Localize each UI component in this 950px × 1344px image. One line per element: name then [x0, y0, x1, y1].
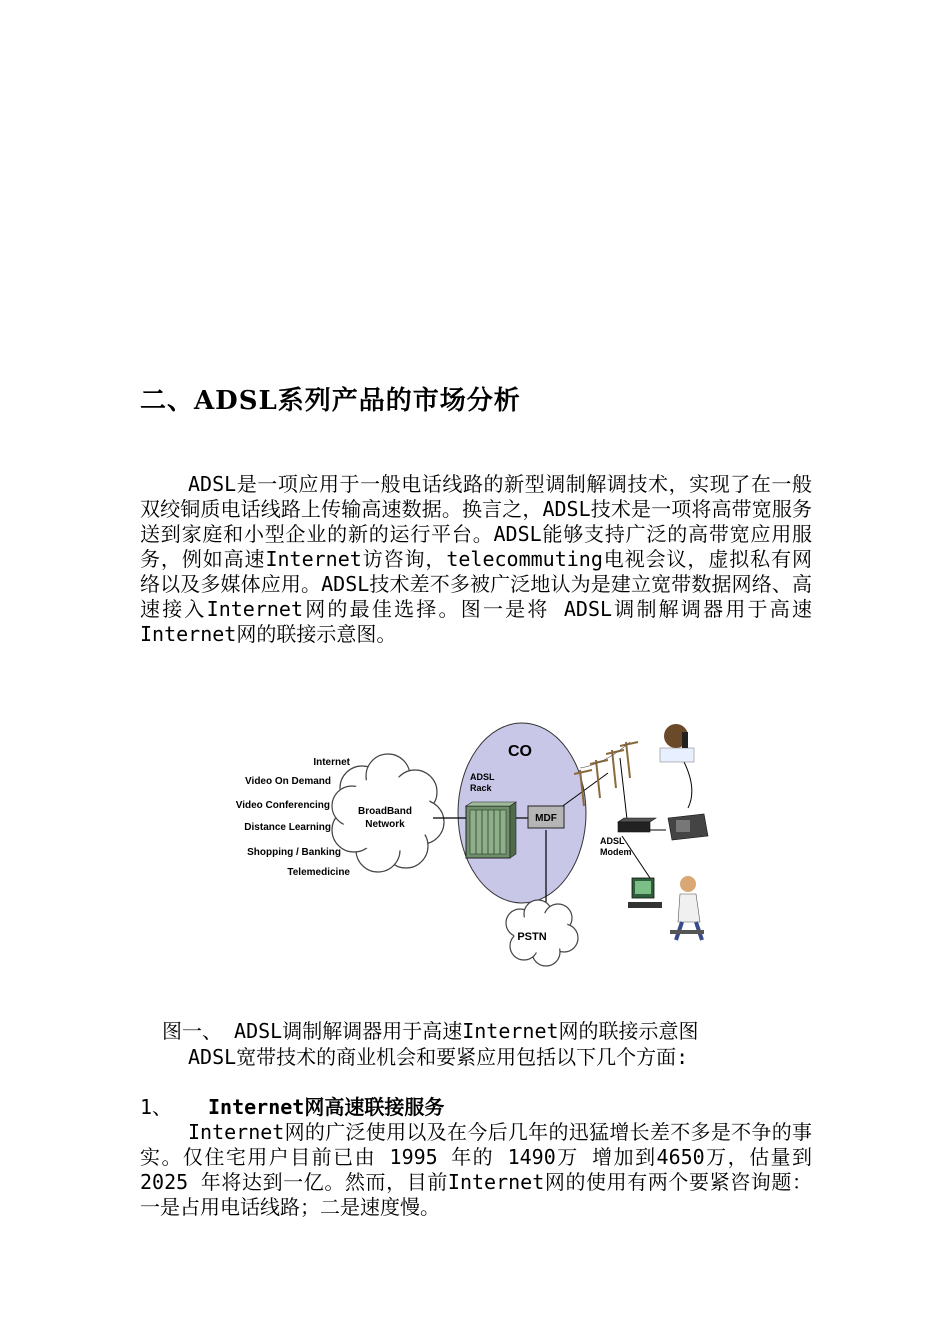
- cloud-label: Network: [365, 819, 405, 830]
- service-label: Video Conferencing: [235, 800, 330, 811]
- co-label: CO: [508, 743, 532, 760]
- rack-label: Rack: [470, 783, 492, 793]
- cloud-label: BroadBand: [358, 806, 412, 817]
- pstn-label: PSTN: [517, 931, 547, 943]
- service-label: Video On Demand: [245, 776, 331, 787]
- list-item-number: 1、: [140, 1095, 173, 1119]
- modem-label: ADSL: [600, 836, 625, 846]
- applications-intro: ADSL宽带技术的商业机会和要紧应用包括以下几个方面:: [188, 1045, 689, 1069]
- list-item-title: Internet网高速联接服务: [208, 1095, 445, 1119]
- rack-label: ADSL: [470, 772, 495, 782]
- service-label: Internet: [313, 757, 350, 768]
- figure-caption: 图一、 ADSL调制解调器用于高速Internet网的联接示意图: [162, 1019, 699, 1043]
- adsl-rack-icon: [466, 802, 516, 858]
- modem-label: Modem: [600, 847, 632, 857]
- person-at-computer-icon: [628, 876, 704, 940]
- section-heading: 二、ADSL系列产品的市场分析: [140, 386, 521, 416]
- adsl-modem-icon: [618, 818, 656, 832]
- service-label: Telemedicine: [287, 867, 350, 878]
- list-item-heading: [140, 1095, 444, 1120]
- telephone-icon: [668, 814, 708, 840]
- person-on-phone-icon: [660, 724, 694, 762]
- service-label: Shopping / Banking: [247, 847, 341, 858]
- adsl-network-diagram: [220, 718, 720, 980]
- paragraph-adsl-intro: ADSL是一项应用于一般电话线路的新型调制解调技术，实现了在一般双绞铜质电话线路上传输高速数据。换言之，ADSL技术是一项将高带宽服务送到家庭和小型企业的新的运行平台。ADSL能够支持广泛的高带宽应用服务，例如高速Internet访咨询，telecommuting电视会议，虚拟私有网络以及多媒体应用。ADSL技术差不多被广泛地认为是建立宽带数据网络、高速接入Internet网的最佳选择。图一是将 ADSL调制解调器用于高速Internet网的联接示意图。: [140, 472, 812, 646]
- paragraph-internet-service: Internet网的广泛使用以及在今后几年的迅猛增长差不多是不争的事实。仅住宅用户目前已由 1995 年的 1490万 增加到4650万，估量到 2025 年将达到一亿。然而，目前Internet网的使用有两个要紧咨询题：一是占用电话线路；二是速度慢。: [140, 1120, 812, 1219]
- service-label: Distance Learning: [244, 822, 331, 833]
- mdf-label: MDF: [535, 813, 557, 824]
